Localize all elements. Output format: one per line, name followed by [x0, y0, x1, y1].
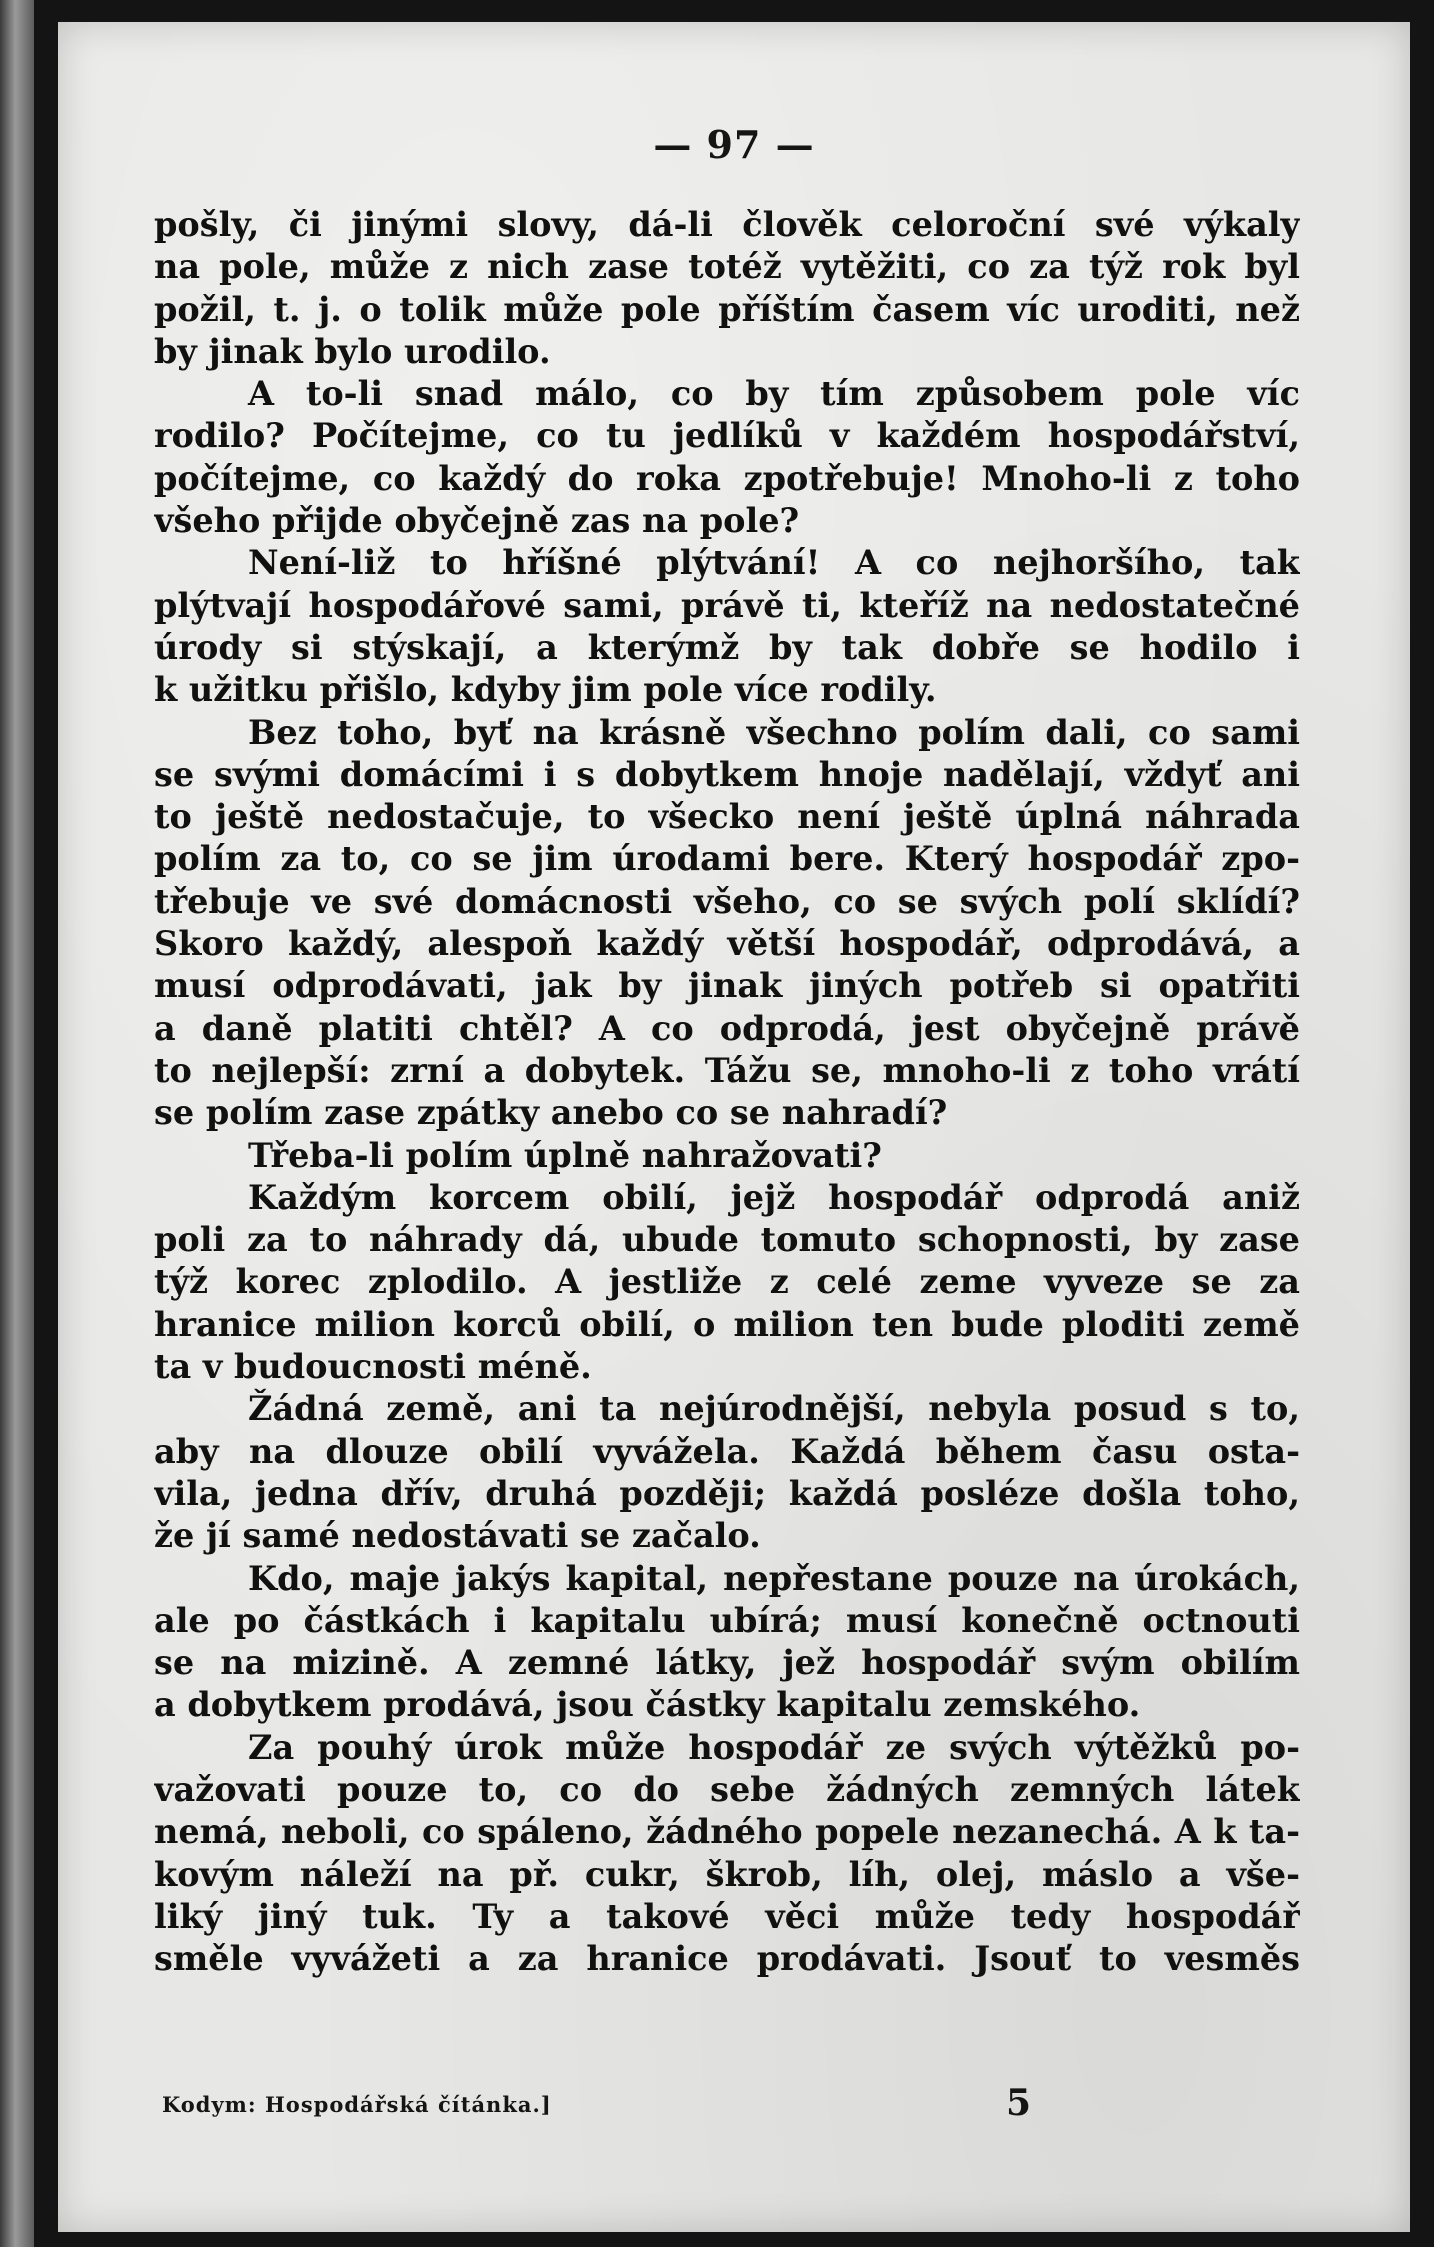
text-line: vila, jedna dřív, druhá později; každá posléze došla toho,: [154, 1473, 1300, 1513]
text-line: k užitku přišlo, kdyby jim pole více rodily.: [154, 670, 937, 710]
text-line: Třeba-li polím úplně nahražovati?: [248, 1135, 882, 1175]
text-line: Skoro každý, alespoň každý větší hospodář, odprodává, a: [154, 924, 1300, 964]
text-line: kovým náleží na př. cukr, škrob, líh, olej, máslo a vše-: [154, 1854, 1300, 1894]
text-line: poli za to náhrady dá, ubude tomuto schopnosti, by zase: [154, 1220, 1300, 1260]
book-page: [58, 22, 1410, 2232]
body-text: [154, 204, 1300, 1980]
text-line: se svými domácími i s dobytkem hnoje nadělají, vždyť ani: [154, 754, 1300, 794]
book-spine-edge: [0, 0, 34, 2247]
text-line: hranice milion korců obilí, o milion ten bude ploditi země: [154, 1304, 1300, 1344]
text-line: nemá, neboli, co spáleno, žádného popele nezanechá. A k ta-: [154, 1812, 1300, 1852]
text-line: Každým korcem obilí, jejž hospodář odprodá aniž: [248, 1177, 1300, 1217]
text-line: se polím zase zpátky anebo co se nahradí?: [154, 1093, 948, 1133]
text-line: na pole, může z nich zase totéž vytěžiti, co za týž rok byl: [154, 247, 1300, 287]
text-line: A to-li snad málo, co by tím způsobem pole víc: [248, 374, 1300, 414]
text-line: Není-liž to hříšné plýtvání! A co nejhoršího, tak: [248, 543, 1300, 583]
text-line: Za pouhý úrok může hospodář ze svých výtěžků po-: [248, 1727, 1300, 1767]
text-line: to nejlepší: zrní a dobytek. Tážu se, mnoho-li z toho vrátí: [154, 1050, 1300, 1090]
text-line: musí odprodávati, jak by jinak jiných potřeb si opatřiti: [154, 966, 1300, 1006]
text-line: počítejme, co každý do roka zpotřebuje! Mnoho-li z toho: [154, 458, 1300, 498]
text-line: to ještě nedostačuje, to všecko není ještě úplná náhrada: [154, 797, 1300, 837]
text-line: že jí samé nedostávati se začalo.: [154, 1516, 761, 1556]
text-line: Bez toho, byť na krásně všechno polím dali, co sami: [248, 712, 1300, 752]
text-line: aby na dlouze obilí vyvážela. Každá během času osta-: [154, 1431, 1300, 1471]
text-line: by jinak bylo urodilo.: [154, 331, 551, 371]
text-line: ta v budoucnosti méně.: [154, 1347, 592, 1387]
text-line: třebuje ve své domácnosti všeho, co se svých polí sklídí?: [154, 881, 1300, 921]
text-line: plýtvají hospodářové sami, právě ti, kteříž na nedostatečné: [154, 585, 1300, 625]
text-line: Kdo, maje jakýs kapital, nepřestane pouze na úrokách,: [248, 1558, 1300, 1598]
text-line: polím za to, co se jim úrodami bere. Který hospodář zpo-: [154, 839, 1300, 879]
signature-footer: Kodym: Hospodářská čítánka.]: [162, 2092, 552, 2117]
text-line: pošly, či jinými slovy, dá-li člověk celoroční své výkaly: [154, 205, 1300, 244]
text-line: směle vyvážeti a za hranice prodávati. Jsouť to vesměs: [154, 1939, 1300, 1979]
page-number-header: — 97 —: [653, 122, 815, 167]
signature-mark: 5: [1006, 2082, 1032, 2124]
text-line: važovati pouze to, co do sebe žádných zemných látek: [154, 1769, 1300, 1809]
text-line: úrody si stýskají, a kterýmž by tak dobře se hodilo i: [154, 627, 1300, 667]
text-line: a daně platiti chtěl? A co odprodá, jest obyčejně právě: [154, 1008, 1300, 1048]
text-line: všeho přijde obyčejně zas na pole?: [154, 501, 800, 541]
text-line: týž korec zplodilo. A jestliže z celé zeme vyveze se za: [154, 1262, 1300, 1302]
text-line: se na mizině. A zemné látky, jež hospodář svým obilím: [154, 1643, 1300, 1683]
text-line: liký jiný tuk. Ty a takové věci může tedy hospodář: [154, 1896, 1300, 1936]
text-line: a dobytkem prodává, jsou částky kapitalu zemského.: [154, 1685, 1141, 1725]
text-line: Žádná země, ani ta nejúrodnější, nebyla posud s to,: [248, 1389, 1300, 1429]
text-line: ale po částkách i kapitalu ubírá; musí konečně octnouti: [154, 1600, 1300, 1640]
text-line: rodilo? Počítejme, co tu jedlíků v každém hospodářství,: [154, 416, 1300, 456]
text-line: požil, t. j. o tolik může pole příštím časem víc uroditi, než: [154, 289, 1300, 329]
